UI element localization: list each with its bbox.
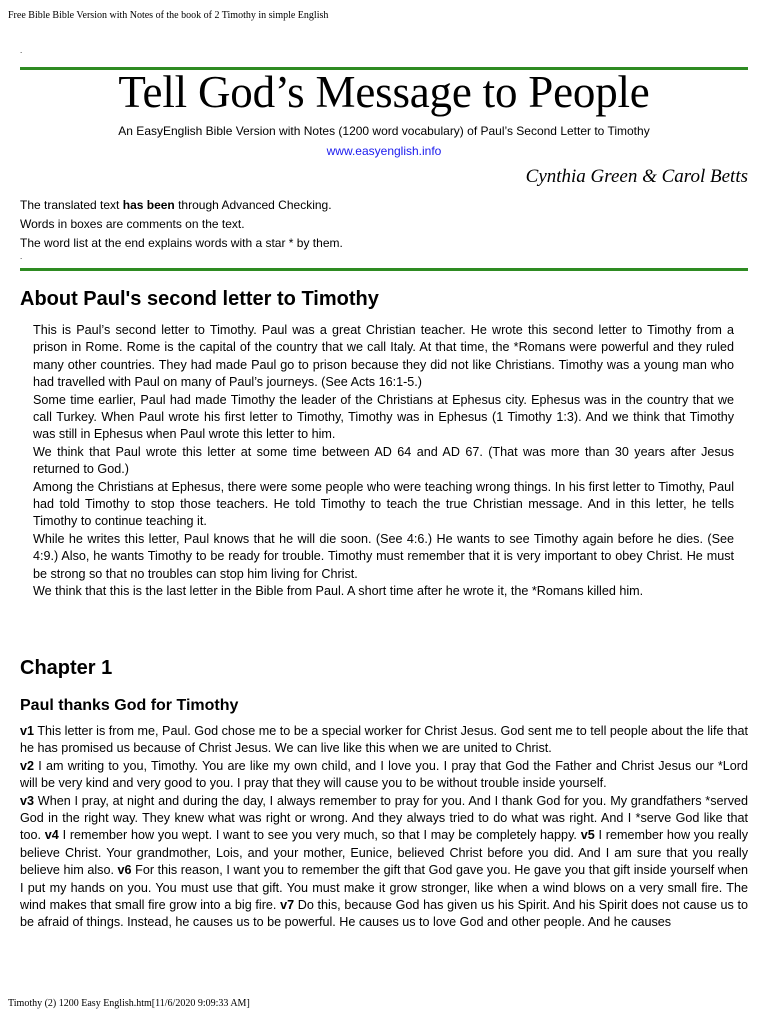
- verse-number: v5: [580, 828, 595, 843]
- verse-number: v2: [20, 758, 35, 773]
- bible-text: [20, 723, 748, 932]
- verse-number: v3: [20, 793, 35, 808]
- paragraph: This is Paul’s second letter to Timothy. Paul was a great Christian teacher. He wrote this second letter to Timothy from a prison in Rome. Rome is the capital of the country that we call Italy. At that time, the *Romans were powerful and they ruled many other countries. They had made Paul go to prison because they did not like Christians. Timothy was a young man who had travelled with Paul on many of Paul’s journeys. (See Acts 16:1-5.): [33, 323, 734, 390]
- about-heading: About Paul's second letter to Timothy: [20, 288, 379, 310]
- subtitle: An EasyEnglish Bible Version with Notes (1200 word vocabulary) of Paul’s Second Letter to Timothy: [118, 124, 650, 138]
- verse-text: This letter is from me, Paul. God chose me to be a special worker for Christ Jesus. God sent me to tell people about the life that he has promised us because of Christ Jesus. We can live like this when we are united to Christ.: [20, 724, 748, 756]
- bottom-green-rule: [20, 268, 748, 271]
- verse-text: I am writing to you, Timothy. You are like my own child, and I love you. I pray that God the Father and Christ Jesus our *Lord will be very kind and very good to you. I pray that they will cause you to be without trouble inside yourself.: [20, 758, 748, 791]
- paragraph: While he writes this letter, Paul knows that he will die soon. (See 4:6.) He wants to see Timothy again before he dies. (See 4:9.) Also, he wants Timothy to be ready for trouble. Timothy must remember that it is very important to obey Christ. He must be strong so that no troubles can stop him living for Christ.: [33, 531, 734, 581]
- verse-text: I remember how you really believe Christ. Your grandmother, Lois, and your mother, Eunice, believed Christ before you did. And I am sure that you really believe him also.: [20, 828, 748, 878]
- verse-number: v6: [117, 863, 132, 878]
- translation-notes: [20, 196, 343, 253]
- verse-text: For this reason, I want you to remember the gift that God gave you. He gave you that gift inside yourself when I put my hands on you. You must use that gift. You must make it grow stronger, like when a wind blows on a very small fire. The wind makes that small fire grow into a big fire.: [20, 863, 748, 913]
- print-header: Free Bible Bible Version with Notes of the book of 2 Timothy in simple English: [8, 10, 329, 21]
- chapter-heading: Chapter 1: [20, 657, 113, 679]
- verse-paragraph: [20, 793, 748, 932]
- page-title: Tell God’s Message to People: [118, 67, 650, 117]
- about-section: [33, 322, 734, 601]
- paragraph: Among the Christians at Ephesus, there were some people who were teaching wrong things. In his first letter to Timothy, Paul had told Timothy to stop those teachers. He told Timothy to teach the true Christian message. And in this letter, he tells Timothy to continue teaching it.: [33, 479, 734, 529]
- verse-number: v1: [20, 724, 35, 738]
- verse-number: v7: [280, 898, 295, 913]
- website-link[interactable]: www.easyenglish.info: [326, 144, 442, 158]
- verse-number: v4: [44, 828, 59, 843]
- verse-paragraph: [20, 758, 748, 793]
- note-line: The translated text has been through Advanced Checking.: [20, 198, 332, 212]
- paragraph: Some time earlier, Paul had made Timothy the leader of the Christians at Ephesus city. Ephesus was in the country that we call Turkey. When Paul wrote his first letter to Timothy, Timothy was in Ephesus (1 Timothy 1:3). And we think that Timothy was still in Ephesus when Paul wrote this letter to him.: [33, 392, 734, 442]
- section-heading: Paul thanks God for Timothy: [20, 697, 239, 714]
- authors: Cynthia Green & Carol Betts: [525, 166, 748, 187]
- paragraph: We think that Paul wrote this letter at some time between AD 64 and AD 67. (That was more than 30 years after Jesus returned to God.): [33, 444, 734, 477]
- print-footer: Timothy (2) 1200 Easy English.htm[11/6/2020 9:09:33 AM]: [8, 998, 250, 1009]
- stray-dot: .: [20, 252, 23, 261]
- verse-text: When I pray, at night and during the day, I always remember to pray for you. And I thank God for you. My grandfathers *served God in the right way. They knew what was right or wrong. And they always tried to do what was right. And I *serve God like that too.: [20, 793, 748, 843]
- paragraph: We think that this is the last letter in the Bible from Paul. A short time after he wrote it, the *Romans killed him.: [33, 584, 644, 599]
- note-line: The word list at the end explains words with a star * by them.: [20, 236, 343, 250]
- stray-dot: .: [20, 46, 23, 55]
- bold-text: has been: [122, 198, 175, 212]
- verse-text: I remember how you wept. I want to see you very much, so that I may be completely happy.: [58, 828, 581, 843]
- verse-text: Do this, because God has given us his Spirit. And his Spirit does not cause us to be afraid of things. Instead, he causes us to be powerful. He causes us to love God and other people. And he causes: [20, 898, 748, 930]
- note-line: Words in boxes are comments on the text.: [20, 217, 245, 231]
- verse-paragraph: [20, 723, 748, 758]
